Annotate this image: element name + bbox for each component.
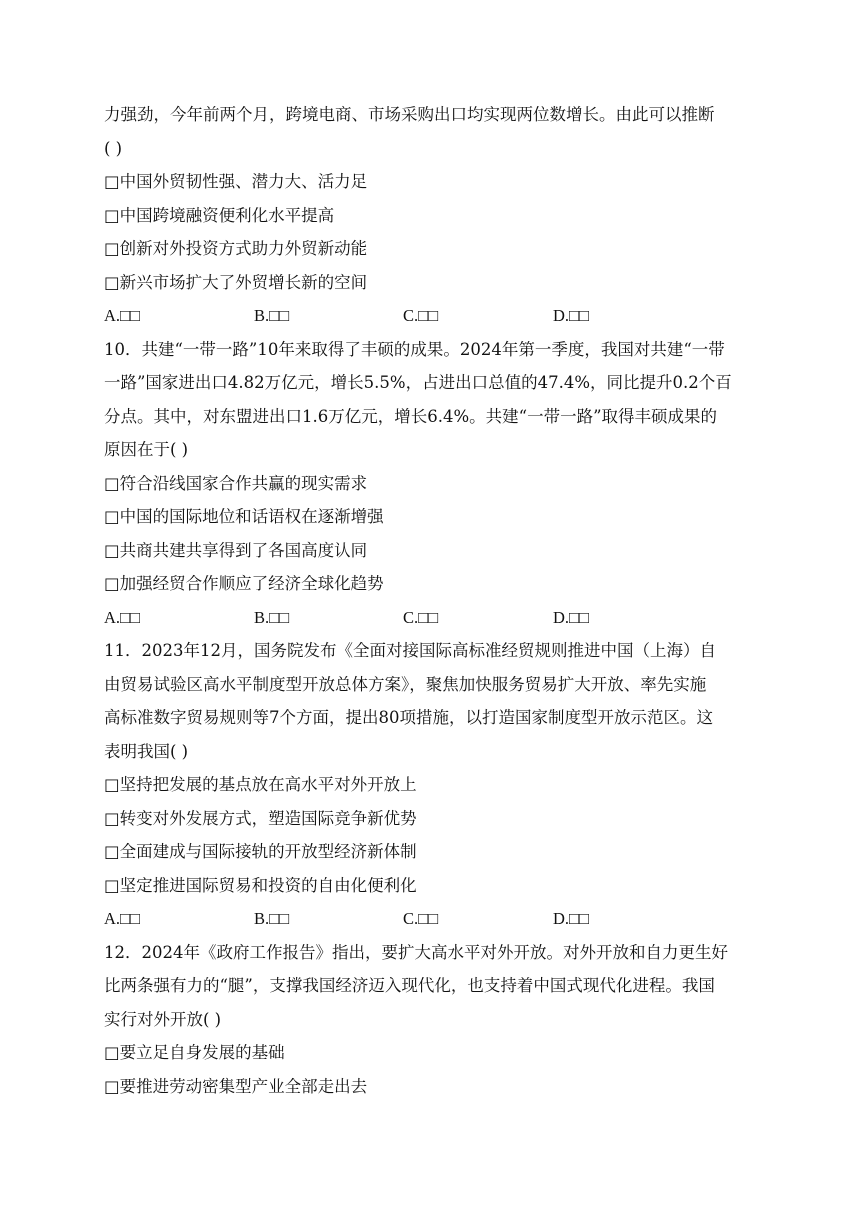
question-9 <box>104 98 752 333</box>
question-10-option-3: □共商共建共享得到了各国高度认同 <box>104 540 368 560</box>
question-11-option-2: □转变对外发展方式，塑造国际竞争新优势 <box>104 808 417 828</box>
question-9-stem-line-1: 力强劲，今年前两个月，跨境电商、市场采购出口均实现两位数增长。由此可以推断 <box>104 105 715 124</box>
question-11-option-3: □全面建成与国际接轨的开放型经济新体制 <box>104 842 417 861</box>
question-11-choice-b: B.□□ <box>254 909 290 928</box>
question-10-option-1: □符合沿线国家合作共赢的现实需求 <box>104 473 368 493</box>
question-10-answer-choices <box>104 601 752 635</box>
question-10-option-2: □中国的国际地位和话语权在逐渐增强 <box>104 507 384 526</box>
question-12-stem-line-2: 比两条强有力的“腿”，支撑我国经济迈入现代化，也支持着中国式现代化进程。我国 <box>104 976 715 995</box>
question-12-option-2: □要推进劳动密集型产业全部走出去 <box>104 1076 368 1096</box>
question-9-choice-a: A.□□ <box>104 306 140 325</box>
question-9-option-2: □中国跨境融资便利化水平提高 <box>104 205 335 225</box>
question-12-option-1: □要立足自身发展的基础 <box>104 1043 285 1062</box>
question-9-choice-d: D.□□ <box>553 306 589 325</box>
question-10-choice-c: C.□□ <box>403 607 439 627</box>
question-10-stem-line-3: 分点。其中，对东盟进出口1.6万亿元，增长6.4%。共建“一带一路”取得丰硕成果的 <box>104 406 718 426</box>
question-11-stem-line-3: 高标准数字贸易规则等7个方面，提出80项措施，以打造国家制度型开放示范区。这 <box>104 708 713 727</box>
question-9-stem-line-2: ( ) <box>104 138 123 158</box>
question-11-choice-a: A.□□ <box>104 909 140 928</box>
question-9-answer-choices <box>104 299 752 333</box>
question-10-choice-a: A.□□ <box>104 607 140 627</box>
question-10-choice-d: D.□□ <box>553 607 589 627</box>
question-11-answer-choices <box>104 902 752 936</box>
question-9-choice-b: B.□□ <box>254 306 290 325</box>
question-12 <box>104 936 752 1104</box>
question-11-option-1: □坚持把发展的基点放在高水平对外开放上 <box>104 775 417 794</box>
question-12-stem-line-1: 12．2024年《政府工作报告》指出，要扩大高水平对外开放。对外开放和自力更生好 <box>104 942 728 962</box>
question-12-stem-line-3: 实行对外开放( ) <box>104 1009 222 1029</box>
question-10 <box>104 333 752 635</box>
question-9-choice-c: C.□□ <box>403 306 439 325</box>
question-10-stem-line-2: 一路”国家进出口4.82万亿元，增长5.5%，占进出口总值的47.4%，同比提升0.2个百 <box>104 373 732 392</box>
question-9-option-4: □新兴市场扩大了外贸增长新的空间 <box>104 272 368 292</box>
question-10-stem-line-1: 10．共建“一带一路”10年来取得了丰硕的成果。2024年第一季度，我国对共建“一带 <box>104 339 725 359</box>
question-11-choice-c: C.□□ <box>403 909 439 928</box>
question-9-option-1: □中国外贸韧性强、潜力大、活力足 <box>104 172 368 191</box>
question-11 <box>104 634 752 936</box>
question-10-option-4: □加强经贸合作顺应了经济全球化趋势 <box>104 574 384 593</box>
question-9-option-3: □创新对外投资方式助力外贸新动能 <box>104 239 368 258</box>
question-11-stem-line-2: 由贸易试验区高水平制度型开放总体方案》，聚焦加快服务贸易扩大开放、率先实施 <box>104 674 707 694</box>
question-10-stem-line-4: 原因在于( ) <box>104 440 189 459</box>
question-11-choice-d: D.□□ <box>553 909 589 928</box>
question-11-stem-line-4: 表明我国( ) <box>104 741 189 761</box>
question-list <box>104 98 752 1103</box>
question-11-stem-line-1: 11．2023年12月，国务院发布《全面对接国际高标准经贸规则推进中国（上海）自 <box>104 641 716 660</box>
question-10-choice-b: B.□□ <box>254 607 290 627</box>
question-11-option-4: □坚定推进国际贸易和投资的自由化便利化 <box>104 875 417 895</box>
